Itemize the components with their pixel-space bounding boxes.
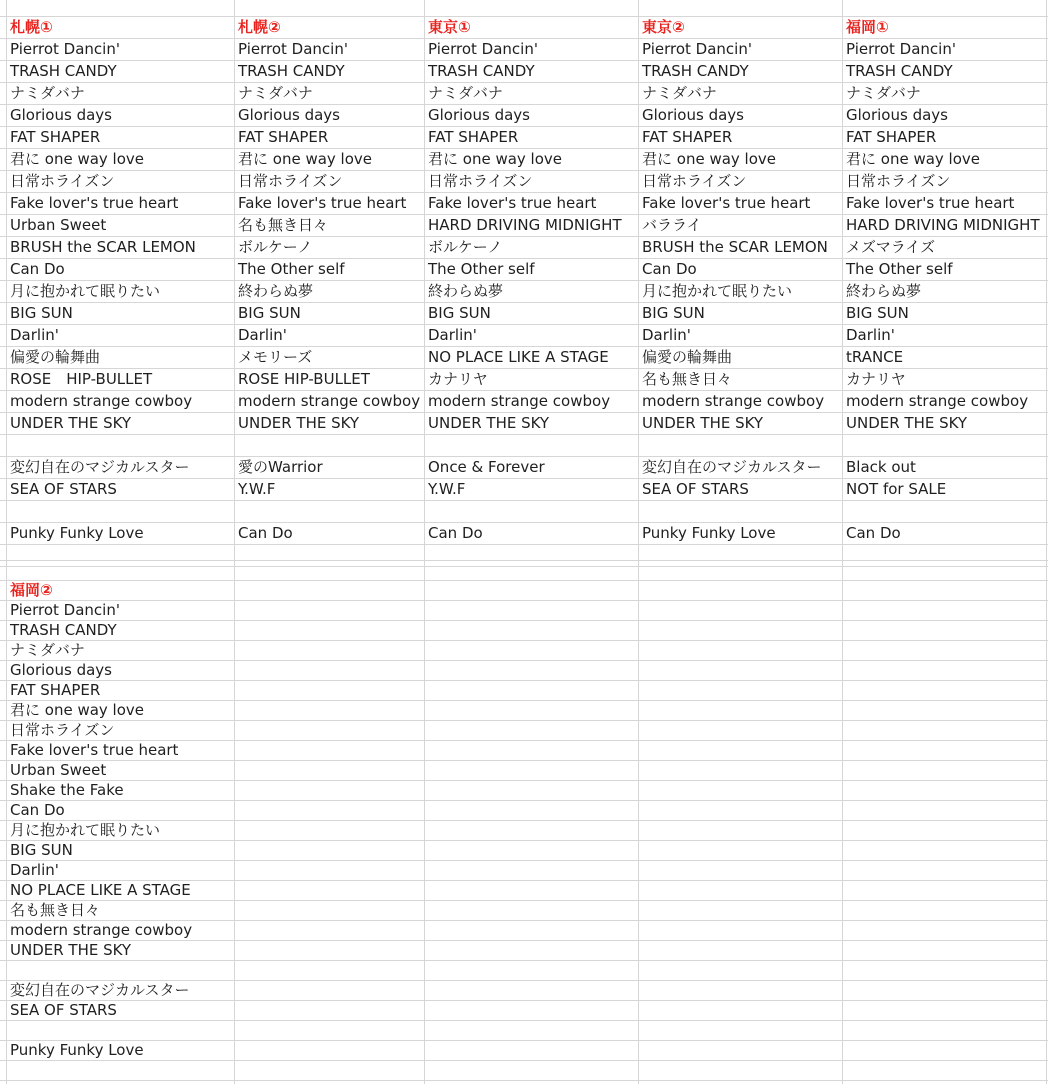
setlist-song-cell[interactable]: Glorious days [428, 106, 530, 124]
setlist-song-cell[interactable]: Can Do [10, 801, 65, 819]
setlist-song-cell[interactable]: 君に one way love [428, 150, 563, 168]
setlist-song-cell[interactable]: ナミダバナ [642, 84, 717, 102]
row-gridline [0, 434, 1048, 435]
row-gridline [0, 1060, 1048, 1061]
setlist-song-cell[interactable]: TRASH CANDY [642, 62, 749, 80]
setlist-song-cell[interactable]: FAT SHAPER [10, 128, 101, 146]
row-gridline [0, 800, 1048, 801]
setlist-song-cell[interactable]: メズマライズ [846, 238, 936, 256]
setlist-song-cell[interactable]: BRUSH the SCAR LEMON [10, 238, 196, 256]
setlist-song-cell[interactable]: Urban Sweet [10, 761, 107, 779]
column-gridline [424, 0, 425, 1084]
venue-header-cell[interactable]: 札幌② [238, 18, 281, 36]
setlist-song-cell[interactable]: 君に one way love [642, 150, 777, 168]
setlist-song-cell[interactable]: Glorious days [10, 661, 112, 679]
encore-song-cell[interactable]: SEA OF STARS [10, 1001, 117, 1019]
double-encore-song-cell[interactable]: Punky Funky Love [10, 524, 144, 542]
encore-song-cell[interactable]: 愛のWarrior [238, 458, 323, 476]
row-gridline [0, 720, 1048, 721]
setlist-song-cell[interactable]: ボルケーノ [238, 238, 313, 256]
setlist-song-cell[interactable]: 日常ホライズン [428, 172, 533, 190]
row-gridline [0, 16, 1048, 17]
row-gridline [0, 500, 1048, 501]
setlist-song-cell[interactable]: The Other self [238, 260, 345, 278]
row-gridline [0, 560, 1048, 561]
setlist-song-cell[interactable]: Can Do [10, 260, 65, 278]
row-gridline [0, 1040, 1048, 1041]
setlist-song-cell[interactable]: 君に one way love [10, 150, 145, 168]
setlist-song-cell[interactable]: modern strange cowboy [428, 392, 611, 410]
row-gridline [0, 700, 1048, 701]
setlist-song-cell[interactable]: UNDER THE SKY [428, 414, 550, 432]
row-gridline [0, 940, 1048, 941]
setlist-song-cell[interactable]: Glorious days [846, 106, 948, 124]
encore-song-cell[interactable]: SEA OF STARS [10, 480, 117, 498]
row-gridline [0, 566, 1048, 567]
row-gridline [0, 600, 1048, 601]
setlist-song-cell[interactable]: FAT SHAPER [846, 128, 937, 146]
setlist-song-cell[interactable]: 君に one way love [846, 150, 981, 168]
setlist-song-cell[interactable]: FAT SHAPER [10, 681, 101, 699]
setlist-song-cell[interactable]: BIG SUN [428, 304, 491, 322]
setlist-song-cell[interactable]: BIG SUN [10, 304, 73, 322]
setlist-song-cell[interactable]: ナミダバナ [10, 84, 85, 102]
setlist-song-cell[interactable]: 終わらぬ夢 [238, 282, 314, 300]
venue-header-cell[interactable]: 札幌① [10, 18, 53, 36]
row-gridline [0, 544, 1048, 545]
setlist-song-cell[interactable]: TRASH CANDY [10, 62, 117, 80]
setlist-song-cell[interactable]: tRANCE [846, 348, 904, 366]
setlist-song-cell[interactable]: Pierrot Dancin' [428, 40, 538, 58]
setlist-song-cell[interactable]: TRASH CANDY [428, 62, 535, 80]
setlist-song-cell[interactable]: ナミダバナ [846, 84, 921, 102]
setlist-song-cell[interactable]: ROSE HIP-BULLET [10, 370, 153, 388]
setlist-song-cell[interactable]: 月に抱かれて眠りたい [642, 282, 793, 300]
venue-header-cell[interactable]: 東京② [642, 18, 685, 36]
setlist-song-cell[interactable]: Darlin' [428, 326, 477, 344]
setlist-song-cell[interactable]: ナミダバナ [10, 641, 85, 659]
setlist-song-cell[interactable]: 月に抱かれて眠りたい [10, 821, 161, 839]
setlist-song-cell[interactable]: ナミダバナ [238, 84, 313, 102]
setlist-song-cell[interactable]: TRASH CANDY [10, 621, 117, 639]
encore-song-cell[interactable]: 変幻自在のマジカルスター [10, 458, 190, 476]
venue-header-cell[interactable]: 福岡① [846, 18, 889, 36]
setlist-song-cell[interactable]: HARD DRIVING MIDNIGHT [428, 216, 622, 234]
venue-header-cell[interactable]: 東京① [428, 18, 471, 36]
row-gridline [0, 760, 1048, 761]
setlist-song-cell[interactable]: 終わらぬ夢 [846, 282, 922, 300]
setlist-song-cell[interactable]: BIG SUN [238, 304, 301, 322]
row-gridline [0, 960, 1048, 961]
setlist-song-cell[interactable]: 君に one way love [238, 150, 373, 168]
double-encore-song-cell[interactable]: Can Do [846, 524, 901, 542]
encore-song-cell[interactable]: Y.W.F [238, 480, 276, 498]
encore-song-cell[interactable]: 変幻自在のマジカルスター [10, 981, 190, 999]
setlist-song-cell[interactable]: FAT SHAPER [238, 128, 329, 146]
setlist-song-cell[interactable]: 終わらぬ夢 [428, 282, 504, 300]
encore-song-cell[interactable]: Y.W.F [428, 480, 466, 498]
setlist-song-cell[interactable]: メモリーズ [238, 348, 313, 366]
row-gridline [0, 620, 1048, 621]
setlist-song-cell[interactable]: Glorious days [238, 106, 340, 124]
encore-song-cell[interactable]: 変幻自在のマジカルスター [642, 458, 822, 476]
row-gridline [0, 680, 1048, 681]
setlist-song-cell[interactable]: Glorious days [642, 106, 744, 124]
encore-song-cell[interactable]: Black out [846, 458, 916, 476]
setlist-song-cell[interactable]: Fake lover's true heart [846, 194, 1015, 212]
setlist-song-cell[interactable]: Pierrot Dancin' [10, 601, 120, 619]
setlist-song-cell[interactable]: NO PLACE LIKE A STAGE [428, 348, 609, 366]
setlist-song-cell[interactable]: TRASH CANDY [238, 62, 345, 80]
setlist-song-cell[interactable]: Pierrot Dancin' [846, 40, 956, 58]
setlist-song-cell[interactable]: バラライ [642, 216, 702, 234]
setlist-song-cell[interactable]: modern strange cowboy [238, 392, 421, 410]
setlist-song-cell[interactable]: UNDER THE SKY [846, 414, 968, 432]
setlist-song-cell[interactable]: 日常ホライズン [238, 172, 343, 190]
setlist-song-cell[interactable]: ボルケーノ [428, 238, 503, 256]
setlist-song-cell[interactable]: Darlin' [10, 326, 59, 344]
double-encore-song-cell[interactable]: Can Do [428, 524, 483, 542]
setlist-song-cell[interactable]: BRUSH the SCAR LEMON [642, 238, 828, 256]
setlist-song-cell[interactable]: BIG SUN [642, 304, 705, 322]
setlist-song-cell[interactable]: Can Do [642, 260, 697, 278]
setlist-song-cell[interactable]: 日常ホライズン [642, 172, 747, 190]
encore-song-cell[interactable]: NOT for SALE [846, 480, 947, 498]
double-encore-song-cell[interactable]: Punky Funky Love [642, 524, 776, 542]
double-encore-song-cell[interactable]: Punky Funky Love [10, 1041, 144, 1059]
setlist-song-cell[interactable]: Fake lover's true heart [642, 194, 811, 212]
column-gridline [1046, 0, 1047, 1084]
setlist-song-cell[interactable]: 日常ホライズン [846, 172, 951, 190]
setlist-song-cell[interactable]: カナリヤ [428, 370, 488, 388]
setlist-song-cell[interactable]: ROSE HIP-BULLET [238, 370, 370, 388]
setlist-song-cell[interactable]: HARD DRIVING MIDNIGHT [846, 216, 1040, 234]
double-encore-song-cell[interactable]: Can Do [238, 524, 293, 542]
setlist-song-cell[interactable]: The Other self [428, 260, 535, 278]
setlist-song-cell[interactable]: NO PLACE LIKE A STAGE [10, 881, 191, 899]
setlist-song-cell[interactable]: UNDER THE SKY [10, 941, 132, 959]
setlist-song-cell[interactable]: Darlin' [10, 861, 59, 879]
setlist-song-cell[interactable]: BIG SUN [846, 304, 909, 322]
encore-song-cell[interactable]: SEA OF STARS [642, 480, 749, 498]
encore-song-cell[interactable]: Once & Forever [428, 458, 545, 476]
setlist-song-cell[interactable]: Glorious days [10, 106, 112, 124]
setlist-song-cell[interactable]: Fake lover's true heart [428, 194, 597, 212]
row-gridline [0, 860, 1048, 861]
setlist-song-cell[interactable]: Fake lover's true heart [238, 194, 407, 212]
row-gridline [0, 660, 1048, 661]
column-gridline [6, 0, 7, 1084]
row-gridline [0, 840, 1048, 841]
setlist-song-cell[interactable]: 偏愛の輪舞曲 [10, 348, 101, 366]
setlist-song-cell[interactable]: BIG SUN [10, 841, 73, 859]
setlist-song-cell[interactable]: ナミダバナ [428, 84, 503, 102]
setlist-song-cell[interactable]: Darlin' [238, 326, 287, 344]
row-gridline [0, 1020, 1048, 1021]
setlist-song-cell[interactable]: 偏愛の輪舞曲 [642, 348, 733, 366]
venue-header-cell[interactable]: 福岡② [10, 581, 53, 599]
row-gridline [0, 640, 1048, 641]
setlist-song-cell[interactable]: TRASH CANDY [846, 62, 953, 80]
setlist-song-cell[interactable]: modern strange cowboy [10, 392, 193, 410]
row-gridline [0, 780, 1048, 781]
setlist-song-cell[interactable]: modern strange cowboy [846, 392, 1029, 410]
column-gridline [842, 0, 843, 1084]
setlist-song-cell[interactable]: 君に one way love [10, 701, 145, 719]
row-gridline [0, 1000, 1048, 1001]
setlist-song-cell[interactable]: UNDER THE SKY [10, 414, 132, 432]
setlist-song-cell[interactable]: Fake lover's true heart [10, 194, 179, 212]
row-gridline [0, 900, 1048, 901]
setlist-song-cell[interactable]: 日常ホライズン [10, 172, 115, 190]
setlist-song-cell[interactable]: Fake lover's true heart [10, 741, 179, 759]
setlist-song-cell[interactable]: カナリヤ [846, 370, 906, 388]
setlist-song-cell[interactable]: 日常ホライズン [10, 721, 115, 739]
setlist-song-cell[interactable]: Pierrot Dancin' [10, 40, 120, 58]
setlist-song-cell[interactable]: 名も無き日々 [10, 901, 101, 919]
setlist-song-cell[interactable]: modern strange cowboy [642, 392, 825, 410]
setlist-song-cell[interactable]: FAT SHAPER [642, 128, 733, 146]
setlist-song-cell[interactable]: Darlin' [642, 326, 691, 344]
setlist-song-cell[interactable]: Shake the Fake [10, 781, 124, 799]
setlist-song-cell[interactable]: UNDER THE SKY [238, 414, 360, 432]
setlist-song-cell[interactable]: 月に抱かれて眠りたい [10, 282, 161, 300]
setlist-song-cell[interactable]: Darlin' [846, 326, 895, 344]
setlist-song-cell[interactable]: 名も無き日々 [238, 216, 329, 234]
setlist-song-cell[interactable]: 名も無き日々 [642, 370, 733, 388]
setlist-song-cell[interactable]: modern strange cowboy [10, 921, 193, 939]
setlist-song-cell[interactable]: Pierrot Dancin' [642, 40, 752, 58]
setlist-song-cell[interactable]: Pierrot Dancin' [238, 40, 348, 58]
setlist-song-cell[interactable]: UNDER THE SKY [642, 414, 764, 432]
column-gridline [638, 0, 639, 1084]
setlist-song-cell[interactable]: FAT SHAPER [428, 128, 519, 146]
setlist-song-cell[interactable]: Urban Sweet [10, 216, 107, 234]
row-gridline [0, 1080, 1048, 1081]
column-gridline [234, 0, 235, 1084]
row-gridline [0, 580, 1048, 581]
setlist-song-cell[interactable]: The Other self [846, 260, 953, 278]
